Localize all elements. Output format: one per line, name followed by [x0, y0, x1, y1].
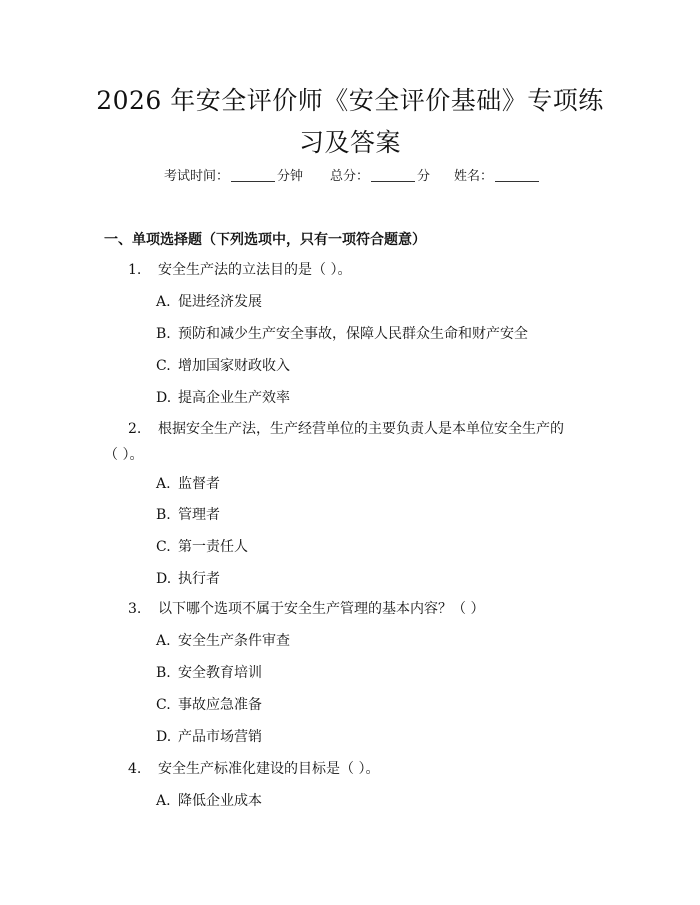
- option-2d: [156, 569, 220, 589]
- student-name-label: 姓名：: [454, 169, 494, 184]
- total-score-blank: [371, 167, 415, 182]
- question-number: 1.: [128, 262, 142, 278]
- title-line-2: 习及答案: [298, 128, 401, 157]
- title-line-1: 2026 年安全评价师《安全评价基础》专项练: [96, 86, 604, 115]
- option-4a: [156, 791, 262, 811]
- option-letter: C.: [156, 697, 171, 713]
- option-3a: [156, 631, 290, 651]
- question-text-line-2: （ ）。: [104, 447, 144, 463]
- student-name-blank: [495, 167, 539, 182]
- question-text: 安全生产法的立法目的是（ ）。: [158, 262, 352, 278]
- option-2b: [156, 505, 220, 525]
- option-text: 产品市场营销: [178, 729, 262, 745]
- question-number: 4.: [128, 761, 142, 777]
- student-name: [454, 167, 541, 187]
- option-text: 增加国家财政收入: [178, 358, 290, 374]
- option-text: 监督者: [178, 476, 220, 492]
- option-2c: [156, 537, 248, 557]
- option-text: 管理者: [178, 507, 220, 523]
- option-letter: D.: [156, 571, 172, 587]
- option-text: 事故应急准备: [178, 697, 262, 713]
- total-score-label: 总分：: [330, 169, 370, 184]
- question-text: 安全生产标准化建设的目标是（ ）。: [158, 761, 380, 777]
- option-text: 预防和减少生产安全事故，保障人民群众生命和财产安全: [178, 326, 528, 342]
- option-text: 促进经济发展: [178, 294, 262, 310]
- question-number: 2.: [128, 421, 142, 437]
- total-score: [330, 167, 430, 187]
- exam-time-blank: [231, 167, 275, 182]
- exam-time-label: 考试时间：: [164, 169, 230, 184]
- option-1b: [156, 324, 528, 344]
- option-letter: D.: [156, 729, 172, 745]
- option-letter: A.: [156, 476, 171, 492]
- option-text: 提高企业生产效率: [178, 390, 290, 406]
- question-text: 以下哪个选项不属于安全生产管理的基本内容？（ ）: [158, 601, 485, 617]
- exam-time-unit: 分钟: [277, 169, 304, 184]
- question-2: [104, 416, 574, 468]
- exam-time: [164, 167, 303, 187]
- option-letter: B.: [156, 665, 171, 681]
- option-1d: [156, 388, 290, 408]
- option-text: 安全教育培训: [178, 665, 262, 681]
- option-3d: [156, 727, 262, 747]
- option-1a: [156, 292, 262, 312]
- option-3b: [156, 663, 262, 683]
- option-text: 安全生产条件审查: [178, 633, 290, 649]
- total-score-unit: 分: [417, 169, 431, 184]
- question-number: 3.: [128, 601, 142, 617]
- question-3: [128, 599, 484, 619]
- option-letter: A.: [156, 793, 171, 809]
- document-title: [60, 82, 640, 162]
- option-letter: C.: [156, 539, 171, 555]
- option-letter: B.: [156, 326, 171, 342]
- option-text: 执行者: [178, 571, 220, 587]
- question-1: [128, 260, 351, 280]
- option-letter: A.: [156, 294, 171, 310]
- question-4: [128, 759, 379, 779]
- option-1c: [156, 356, 290, 376]
- option-text: 降低企业成本: [178, 793, 262, 809]
- option-2a: [156, 474, 220, 494]
- option-letter: C.: [156, 358, 171, 374]
- option-letter: B.: [156, 507, 171, 523]
- option-3c: [156, 695, 262, 715]
- question-text-line-1: 根据安全生产法，生产经营单位的主要负责人是本单位安全生产的: [158, 421, 564, 437]
- option-letter: A.: [156, 633, 171, 649]
- option-text: 第一责任人: [178, 539, 248, 555]
- option-letter: D.: [156, 390, 172, 406]
- section-heading: 一、单项选择题（下列选项中，只有一项符合题意）: [104, 232, 426, 248]
